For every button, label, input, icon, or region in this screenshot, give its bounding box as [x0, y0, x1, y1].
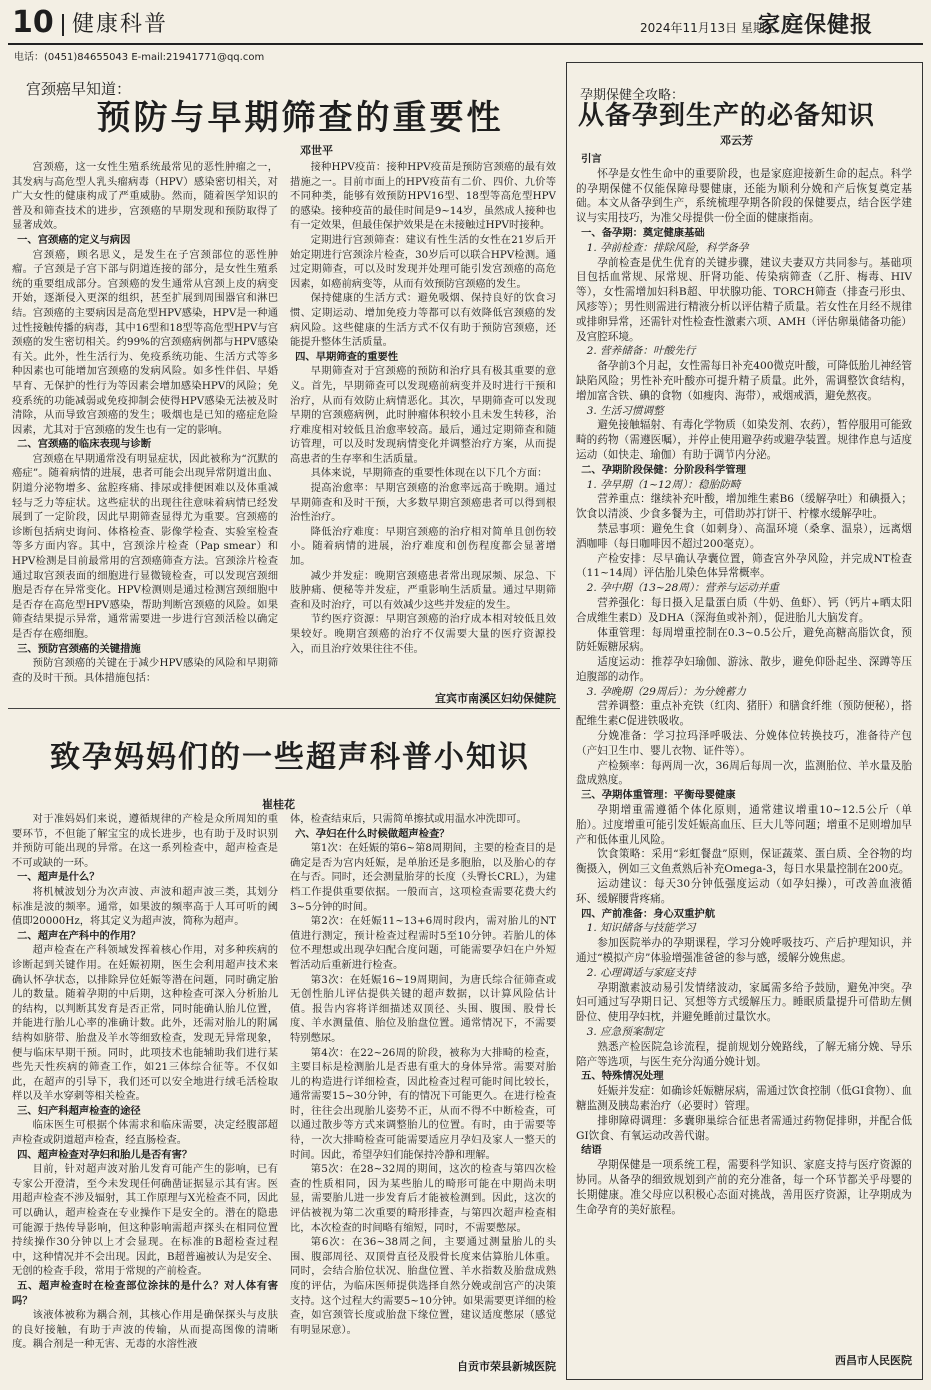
paragraph: 怀孕是女性生命中的重要阶段，也是家庭迎接新生命的起点。科学的孕期保健不仅能保障母婴健康，还能为顺利分娩和产后恢复奠定基础。本文从备孕到生产，系统梳理孕期各阶段的保健要点，结合医学建议与实用技巧，为准父母提供一份全面的健康指南。	[576, 167, 912, 225]
paragraph: 第2次：在妊娠11~13+6周时段内，需对胎儿的NT值进行测定，预计检查过程需时5至10分钟。若胎儿的体位不理想或出现孕妇配合度问题，可能需要孕妇在户外短暂活动后重新进行检查。	[290, 915, 556, 971]
article2-author: 崔桂花	[262, 798, 295, 811]
page-number: 10	[12, 5, 54, 40]
header-rule	[8, 43, 923, 45]
paragraph: 临床医生可根据个体需求和临床需要，决定经腹部超声检查或阴道超声检查，经直肠检查。	[12, 1119, 278, 1147]
paragraph: 熟悉产检医院急诊流程，提前规划分娩路线，了解无痛分娩、导乐陪产等选项，与医生充分沟通分娩计划。	[576, 1040, 912, 1068]
paragraph: 运动建议：每天30分钟低强度运动（如孕妇操），可改善血液循环、缓解腰背疼痛。	[576, 878, 912, 905]
paragraph: 体重管理：每周增重控制在0.3~0.5公斤，避免高糖高脂饮食，预防妊娠糖尿病。	[576, 626, 912, 654]
section-heading: 一、宫颈癌的定义与病因	[17, 233, 131, 246]
article2-column-2	[290, 812, 556, 1360]
article2-source: 自贡市荣县新城医院	[457, 1360, 556, 1373]
paragraph: 早期筛查对于宫颈癌的预防和治疗具有极其重要的意义。首先，早期筛查可以发现癌前病变并及时进行干预和治疗，从而有效防止病情恶化。其次，早期筛查可以发现早期的宫颈癌病例，此时肿瘤体积较小且未发生转移，治疗难度相对较低且治愈率较高。最后，通过定期筛查和随访管理，可以及时发现病情变化并调整治疗方案，从而提高患者的生存率和生活质量。	[290, 365, 556, 465]
subsection-heading: 3. 应急预案制定	[586, 1026, 664, 1039]
paragraph: 目前，针对超声波对胎儿发育可能产生的影响，已有专家公开澄清，至今未发现任何确凿证据显示其有害。医用超声检查不涉及辐射，其工作原理与X光检查不同，因此可以确认，超声检查在专业操作下是安全的。潜在的隐患可能源于热传导影响，但这种影响需超声探头在相同位置持续操作30分钟以上才会显现。在标准的B超检查过程中，这种情况并不会出现。因此，B超普遍被认为是安全、无创的检查手段，常用于常规的产前检查。	[12, 1163, 278, 1278]
paragraph: 第6次：在36~38周之间，主要通过测量胎儿的头围、腹部周径、双顶骨直径及股骨长度来估算胎儿体重。同时，会结合胎位状况、胎盘位置、羊水指数及胎盘成熟度的评估，为临床医师提供选择自然分娩或剖宫产的决策支持。这个过程大约需要5~10分钟。如果需要更详细的检查，如宫颈管长度或胎盘下缘位置，建议适度憋尿（感觉有明显尿意）。	[290, 1236, 556, 1336]
paragraph: 备孕前3个月起，女性需每日补充400微克叶酸，可降低胎儿神经管缺陷风险；男性补充叶酸亦可提升精子质量。此外，需调整饮食结构，增加富含铁、碘的食物（如瘦肉、海带），戒烟戒酒，避免熬夜。	[576, 360, 912, 402]
paragraph: 宫颈癌在早期通常没有明显症状，因此被称为“沉默的癌症”。随着病情的进展，患者可能会出现异常阴道出血、阴道分泌物增多、盆腔疼痛、排尿或排便困难以及体重减轻与乏力等症状。这些症状的出现往往意味着病情已经发展到了一定阶段，因此早期筛查显得尤为重要。宫颈癌的诊断包括病史询问、体格检查、影像学检查、实验室检查等多方面内容。其中，宫颈涂片检查（Pap smear）和HPV检测是目前最常用的宫颈癌筛查方法。宫颈涂片检查通过取宫颈表面的细胞进行显微镜检查，可以发现宫颈细胞是否存在异常变化。HPV检测则是通过检测宫颈细胞中是否存在高危型HPV感染，帮助判断宫颈癌的风险。如果筛查结果提示异常，通常需要进一步进行宫颈活检以确定是否存在癌细胞。	[12, 452, 278, 640]
article3-source: 西昌市人民医院	[835, 1354, 912, 1367]
subsection-heading: 2. 心理调适与家庭支持	[586, 966, 696, 979]
article2-column-1	[12, 812, 278, 1384]
paragraph: 第4次：在22~26周的阶段，被称为大排畸的检查，主要目标是检测胎儿是否患有重大的身体异常。需要对胎儿的构造进行详细检查，因此检查过程可能时间比较长，通常需要15~30分钟，有的情况下可能更久。在进行检查时，往往会出现胎儿姿势不正，从而不得不中断检查，可以通过散步等方式来调整胎儿的位置。有时，由于需要等待，一次大排畸检查可能需要适应月孕妇及家人一整天的时间。因此，希望孕妇们能保持冷静和理解。	[290, 1046, 556, 1161]
section-heading: 六、孕妇在什么时候做超声检查？	[295, 827, 450, 840]
paragraph: 营养调整：重点补充铁（红肉、猪肝）和膳食纤维（预防便秘），搭配维生素C促进铁吸收。	[576, 700, 912, 728]
subsection-heading: 2. 孕中期（13~28周）：营养与运动并重	[586, 582, 779, 595]
article3-author: 邓云芳	[720, 134, 753, 147]
paragraph: 第1次：在妊娠的第6~第8周期间，主要的检查目的是确定是否为宫内妊娠，是单胎还是多胞胎，以及胎心的存在与否。同时，还会测量胎芽的长度（头臀长CRL），为建档工作提供重要依据。一般而言，这项检查需要花费大约3~5分钟的时间。	[290, 842, 556, 913]
article3-title: 从备孕到生产的必备知识	[578, 101, 876, 131]
paragraph: 超声检查在产科领域发挥着核心作用，对多种疾病的诊断起到关键作用。在妊娠初期，医生会利用超声技术来确认怀孕状态，以排除异位妊娠等潜在问题，同时确定胎儿的数量。随着孕期的中后期，这种检查可深入分析胎儿的结构，以判断其发育是否正常，同时能确认胎儿位置，并能进行胎儿心率的准确计数。此外，还需对胎儿的附属结构如脐带、胎盘及羊水等细致检查，发现无异常现象，便与临床早期干预。同时，此项技术也能辅助我们进行某些先天性疾病的筛查工作，如21三体综合征等。不仅如此，在超声的引导下，我们还可以安全地进行绒毛活检取样以及羊水穿刺等相关检查。	[12, 944, 278, 1103]
section-heading: 二、超声在产科中的作用？	[17, 929, 141, 942]
section-heading: 二、宫颈癌的临床表现与诊断	[17, 438, 151, 451]
paragraph: 参加医院举办的孕期课程，学习分娩呼吸技巧、产后护理知识，并通过“模拟产房”体验增强准爸爸的参与感，缓解分娩焦虑。	[576, 937, 912, 965]
subsection-heading: 1. 知识储备与技能学习	[586, 922, 696, 935]
paragraph: 体，检查结束后，只需简单擦拭或用温水冲洗即可。	[290, 813, 527, 825]
section-heading: 四、早期筛查的重要性	[295, 350, 399, 363]
paragraph: 孕期保健是一项系统工程，需要科学知识、家庭支持与医疗资源的协同。从备孕的细致规划到产前的充分准备，每一个环节都关乎母婴的长期健康。准父母应以积极心态面对挑战，善用医疗资源，让孕期成为生命孕育的美好旅程。	[576, 1159, 912, 1216]
paragraph: 该液体被称为耦合剂，其核心作用是确保探头与皮肤的良好接触，有助于声波的传输，从而提高图像的清晰度。耦合剂是一种无害、无毒的水溶性液	[12, 1309, 278, 1351]
paragraph: 提高治愈率：早期宫颈癌的治愈率远高于晚期。通过早期筛查和及时干预，大多数早期宫颈癌患者可以得到根治性治疗。	[290, 482, 556, 524]
paragraph: 降低治疗难度：早期宫颈癌的治疗相对简单且创伤较小。随着病情的进展，治疗难度和创伤程度都会显著增加。	[290, 525, 556, 568]
paragraph: 接种HPV疫苗：接种HPV疫苗是预防宫颈癌的最有效措施之一。目前市面上的HPV疫苗有二价、四价、九价等不同种类，能够有效预防HPV16型、18型等高危型HPV的感染。接种疫苗的最佳时间是9~14岁，虽然成人接种也有一定效果，但最佳保护效果是在未接触过HPV时接种。	[290, 161, 556, 232]
article1-title: 预防与早期筛查的重要性	[96, 98, 504, 138]
paragraph: 定期进行宫颈筛查：建议有性生活的女性在21岁后开始定期进行宫颈涂片检查，30岁后可以联合HPV检测。通过定期筛查，可以及时发现并处理可能引发宫颈癌的高危因素，如癌前病变等，从而有效预防宫颈癌的发生。	[290, 233, 556, 290]
paragraph: 孕期激素波动易引发情绪波动，家属需多给予鼓励，避免冲突。孕妇可通过写孕期日记、冥想等方式缓解压力。睡眠质量提升可借助左侧卧位、使用孕妇枕，并避免睡前过量饮水。	[576, 981, 912, 1024]
paragraph: 节约医疗资源：早期宫颈癌的治疗成本相对较低且效果较好。晚期宫颈癌的治疗不仅需要大量的医疗资源投入，而且治疗效果往往不佳。	[290, 613, 556, 655]
paragraph: 禁忌事项：避免生食（如刺身）、高温环境（桑拿、温泉），远离烟酒咖啡（每日咖啡因不超过200毫克）。	[576, 522, 912, 550]
paragraph: 营养重点：继续补充叶酸，增加维生素B6（缓解孕吐）和碘摄入；饮食以清淡、少食多餐为主，可借助苏打饼干、柠檬水缓解孕吐。	[576, 493, 912, 521]
article1-kicker: 宫颈癌早知道：	[26, 80, 132, 98]
paragraph: 孕前检查是优生优育的关键步骤，建议夫妻双方共同参与。基础项目包括血常规、尿常规、肝肾功能、传染病筛查（乙肝、梅毒、HIV等），女性需增加妇科B超、甲状腺功能、TORCH筛查（排查弓形虫、风疹等）；男性则需进行精液分析以评估精子质量。若女性在月经不规律或排卵异常，还需针对性检查性激素六项、AMH（评估卵巢储备功能）及宫腔环境。	[576, 256, 912, 343]
paragraph: 具体来说，早期筛查的重要性体现在以下几个方面：	[310, 467, 548, 480]
section-heading: 五、超声检查时在检查部位涂抹的是什么？对人体有害吗？	[12, 1280, 278, 1307]
subsection-heading: 1. 孕前检查：排除风险，科学备孕	[586, 241, 749, 254]
subsection-heading: 3. 孕晚期（29周后）：为分娩蓄力	[586, 685, 746, 698]
section-heading: 四、超声检查对孕妇和胎儿是否有害？	[17, 1148, 193, 1161]
article1-column-2	[290, 160, 556, 700]
paragraph: 排卵障碍调理：多囊卵巢综合征患者需通过药物促排卵，并配合低GI饮食、有氧运动改善代谢。	[576, 1114, 912, 1142]
header-divider	[62, 14, 64, 36]
newspaper-brand: 家庭保健报	[758, 12, 874, 38]
paragraph: 保持健康的生活方式：避免吸烟、保持良好的饮食习惯、定期运动、增加免疫力等都可以有效降低宫颈癌的发病风险。这些健康的生活方式不仅有助于预防宫颈癌，还能提升整体生活质量。	[290, 292, 556, 349]
subsection-heading: 2. 营养储备：叶酸先行	[586, 345, 696, 358]
subsection-heading: 3. 生活习惯调整	[586, 404, 664, 417]
paragraph: 妊娠并发症：如确诊妊娠糖尿病，需通过饮食控制（低GI食物）、血糖监测及胰岛素治疗（必要时）管理。	[576, 1085, 912, 1112]
article1-source: 宜宾市南溪区妇幼保健院	[435, 692, 556, 705]
article3-body	[576, 152, 912, 1352]
section-heading: 五、特殊情况处理	[581, 1070, 664, 1083]
paragraph: 孕期增重需遵循个体化原则，通常建议增重10~12.5公斤（单胎）。过度增重可能引发妊娠高血压、巨大儿等问题；增重不足则增加早产和低体重儿风险。	[576, 804, 912, 846]
page-header	[0, 0, 931, 44]
section-heading: 三、妇产科超声检查的途径	[17, 1104, 141, 1117]
section-heading: 二、孕期阶段保健：分阶段科学管理	[581, 463, 746, 476]
article1-author: 邓世平	[300, 144, 333, 157]
paragraph: 宫颈癌，这一女性生殖系统最常见的恶性肿瘤之一，其发病与高危型人乳头瘤病毒（HPV）感染密切相关，对广大女性的健康构成了严重威胁。然而，随着医学知识的普及和筛查技术的进步，宫颈癌的早期发现和预防取得了显著成效。	[12, 161, 278, 232]
paragraph: 避免接触辐射、有毒化学物质（如染发剂、农药），暂停服用可能致畸的药物（需遵医嘱），并停止使用避孕药或避孕装置。规律作息与适度运动（如快走、瑜伽）有助于调节内分泌。	[576, 419, 912, 461]
paragraph: 产检频率：每两周一次，36周后每周一次，监测胎位、羊水量及胎盘成熟度。	[576, 759, 912, 787]
paragraph: 产检安排：尽早确认孕囊位置，筛查宫外孕风险，并完成NT检查（11~14周）评估胎儿染色体异常概率。	[576, 552, 912, 580]
article3-kicker: 孕期保健全攻略：	[580, 88, 685, 103]
section-title: 健康科普	[72, 12, 169, 37]
paragraph: 分娩准备：学习拉玛泽呼吸法、分娩体位转换技巧，准备待产包（产妇卫生巾、婴儿衣物、证件等）。	[576, 730, 912, 757]
paragraph: 第3次：在妊娠16~19周期间，为唐氏综合征筛查或无创性胎儿评估提供关键的超声数据，以计算风险估计值。报告内容将详细描述双顶径、头围、腹围、股骨长度、羊水测量值、胎位及胎盘位置。通常情况下，不需要特别憋尿。	[290, 973, 556, 1044]
section-heading: 四、产前准备：身心双重护航	[581, 907, 715, 920]
contact-info: 电话：(0451)84655043 E-mail:21941771@qq.com	[14, 52, 265, 63]
paragraph: 营养强化：每日摄入足量蛋白质（牛奶、鱼虾）、钙（钙片+晒太阳合成维生素D）及DHA（深海鱼或补剂），促进胎儿大脑发育。	[576, 596, 912, 624]
section-heading: 结语	[581, 1144, 602, 1157]
paragraph: 第5次：在28~32周的期间，这次的检查与第四次检查的性质相同，因为某些胎儿的畸形可能在中期尚未明显，需要胎儿进一步发育后才能被检测到。因此，这次的评估被视为第二次重要的畸形排查，与第四次超声检查相比，本次检查的时间略有缩短，同时，不需要憋尿。	[290, 1163, 556, 1234]
paragraph: 饮食策略：采用“彩虹餐盘”原则，保证蔬菜、蛋白质、全谷物的均衡摄入，例如三文鱼煮熟后补充Omega-3，每日水果量控制在200克。	[576, 848, 912, 876]
paragraph: 适度运动：推荐孕妇瑜伽、游泳、散步，避免仰卧起坐、深蹲等压迫腹部的动作。	[576, 656, 912, 683]
article-separator	[8, 708, 560, 709]
paragraph: 对于准妈妈们来说，遵循规律的产检是众所周知的重要环节，不但能了解宝宝的成长进步，也有助于及时识别并预防可能出现的异常。在这一系列检查中，超声检查是不可或缺的一环。	[12, 813, 278, 869]
paragraph: 宫颈癌，顾名思义，是发生在子宫颈部位的恶性肿瘤。子宫颈是子宫下部与阴道连接的部分，是女性生殖系统的重要组成部分。宫颈癌的发生通常从宫颈上皮的病变开始，逐渐侵入更深的组织，甚至扩展到周围器官和淋巴结。宫颈癌的主要病因是高危型HPV感染，HPV是一种通过性接触传播的病毒，其中16型和18型等高危型HPV与宫颈癌的发生密切相关。约99%的宫颈癌病例都与HPV感染有关。此外，性生活行为、免疫系统功能、生活方式等多种因素也可能增加宫颈癌的发病风险。如多性伴侣、早婚早育、无保护的性行为等因素会增加感染HPV的风险；免疫系统的功能减弱或免疫抑制会使得HPV感染无法被及时清除，从而导致宫颈癌的发生；吸烟也是已知的癌症危险因素，尤其对于宫颈癌的发生也有一定的影响。	[12, 248, 278, 436]
paragraph: 将机械波划分为次声波、声波和超声波三类，其划分标准是波的频率。通常，如果波的频率高于人耳可听的阈值即20000Hz，将其定义为超声波，简称为超声。	[12, 885, 278, 928]
subsection-heading: 1. 孕早期（1~12周）：稳胎防畸	[586, 478, 741, 491]
section-heading: 三、预防宫颈癌的关键措施	[17, 642, 141, 655]
section-heading: 一、超声是什么？	[17, 871, 100, 884]
paragraph: 减少并发症：晚期宫颈癌患者常出现尿频、尿急、下肢肿痛、便秘等并发症，严重影响生活质量。通过早期筛查和及时治疗，可以有效减少这些并发症的发生。	[290, 569, 556, 611]
section-heading: 一、备孕期：奠定健康基础	[581, 226, 705, 239]
section-heading: 三、孕期体重管理：平衡母婴健康	[581, 789, 736, 802]
paragraph: 预防宫颈癌的关键在于减少HPV感染的风险和早期筛查的及时干预。具体措施包括：	[12, 657, 278, 684]
issue-date: 2024年11月13日 星期三	[640, 21, 777, 35]
article2-title: 致孕妈妈们的一些超声科普小知识	[50, 740, 530, 775]
article1-column-1	[12, 160, 278, 710]
section-heading: 引言	[581, 153, 602, 165]
